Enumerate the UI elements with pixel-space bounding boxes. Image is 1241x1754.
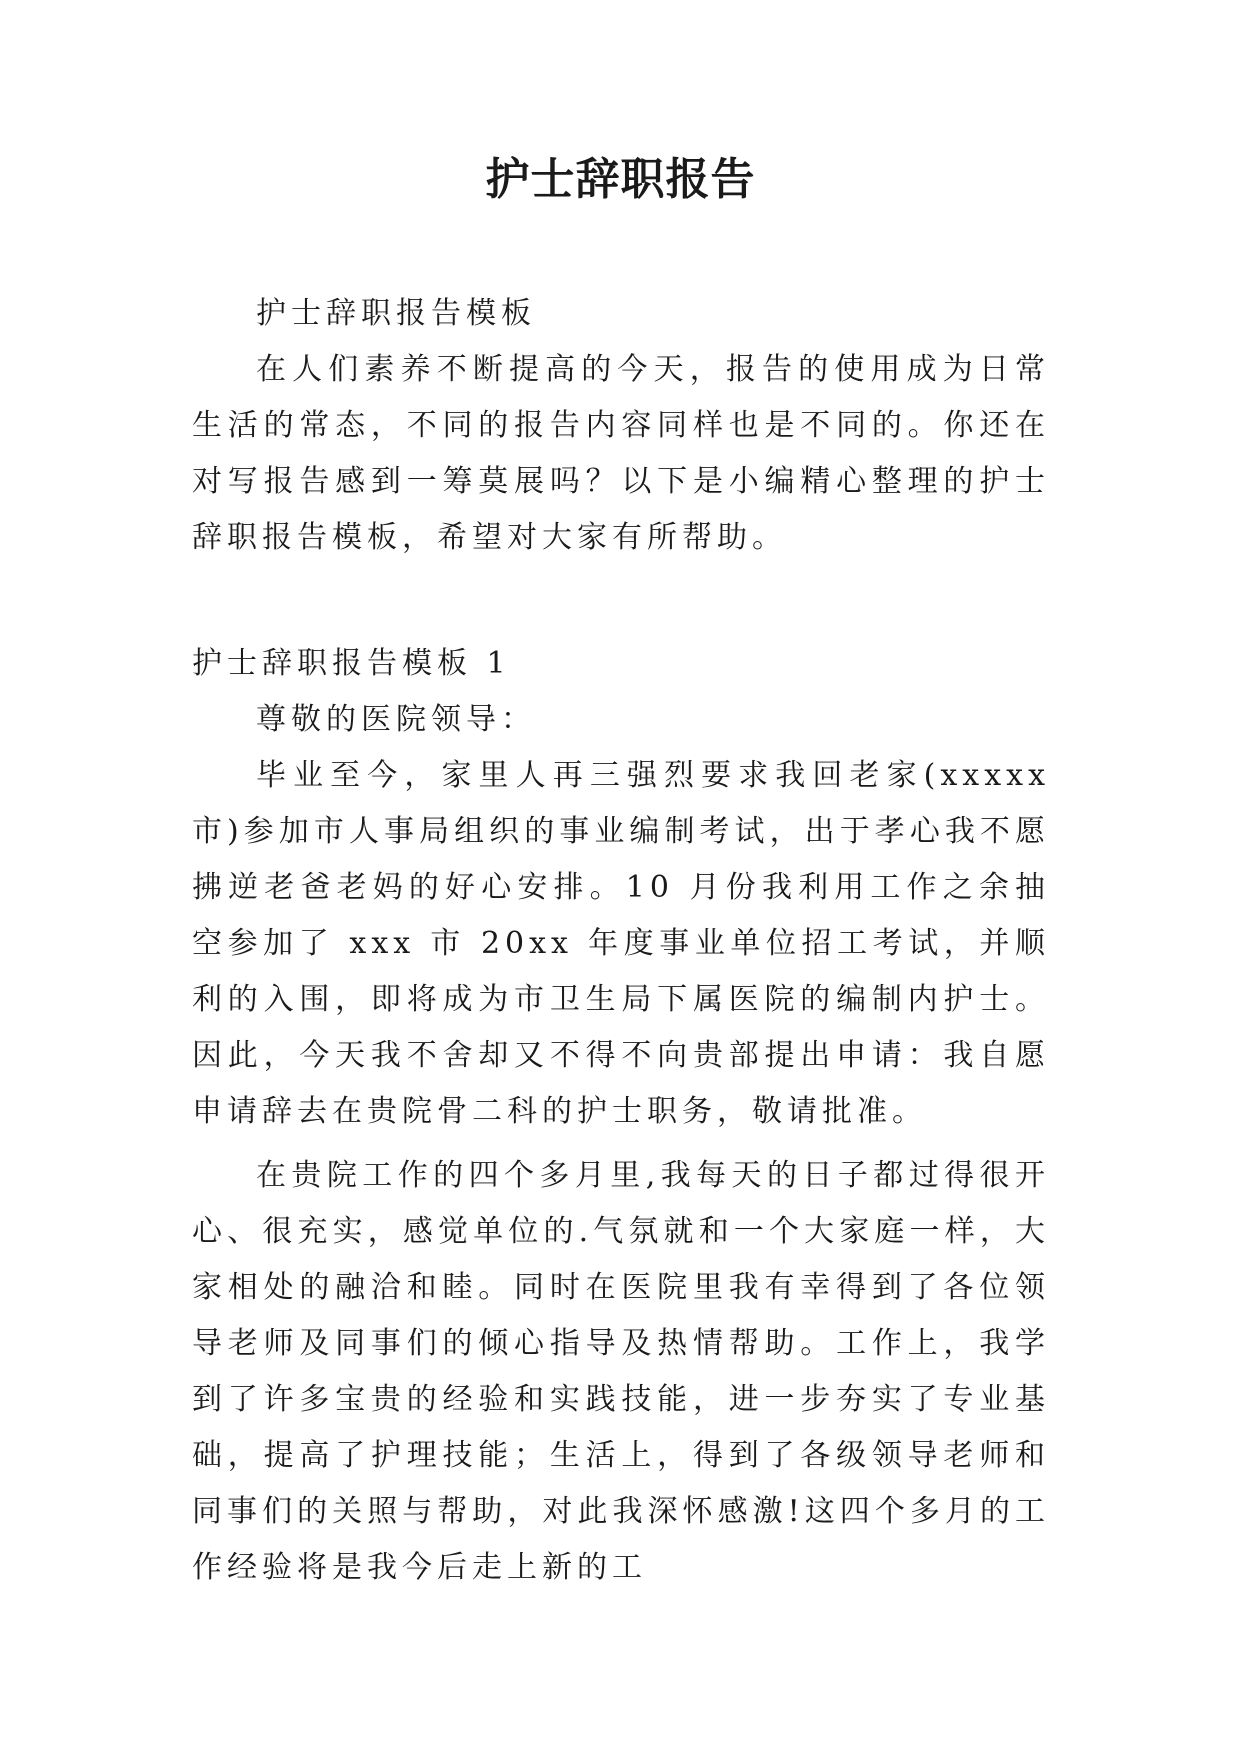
- template-heading: 护士辞职报告模板: [256, 296, 536, 331]
- salutation: 尊敬的医院领导：: [256, 702, 536, 737]
- document-body: [192, 286, 1050, 1596]
- body-paragraph: 毕业至今，家里人再三强烈要求我回老家(xxxxx 市)参加市人事局组织的事业编制考试，出于孝心我不愿拂逆老爸老妈的好心安排。10 月份我利用工作之余抽空参加了 xxx 市 20xx 年度事业单位招工考试，并顺利的入围，即将成为市卫生局下属医院的编制内护士。因此，今天我不舍却又不得不向贵部提出申请：我自愿申请辞去在贵院骨二科的护士职务，敬请批准。: [192, 758, 1050, 1129]
- paragraph-spacer: [192, 1140, 1050, 1148]
- section-spacer: [192, 566, 1050, 636]
- document-title: 护士辞职报告: [485, 154, 756, 205]
- section-heading: 护士辞职报告模板 1: [192, 646, 511, 681]
- body-paragraph: 在贵院工作的四个多月里,我每天的日子都过得很开心、很充实，感觉单位的.气氛就和一个大家庭一样，大家相处的融洽和睦。同时在医院里我有幸得到了各位领导老师及同事们的倾心指导及热情帮助。工作上，我学到了许多宝贵的经验和实践技能，进一步夯实了专业基础，提高了护理技能；生活上，得到了各级领导老师和同事们的关照与帮助，对此我深怀感激!这四个多月的工作经验将是我今后走上新的工: [192, 1158, 1050, 1585]
- intro-paragraph: 在人们素养不断提高的今天，报告的使用成为日常生活的常态，不同的报告内容同样也是不同的。你还在对写报告感到一筹莫展吗？以下是小编精心整理的护士辞职报告模板，希望对大家有所帮助。: [192, 352, 1050, 555]
